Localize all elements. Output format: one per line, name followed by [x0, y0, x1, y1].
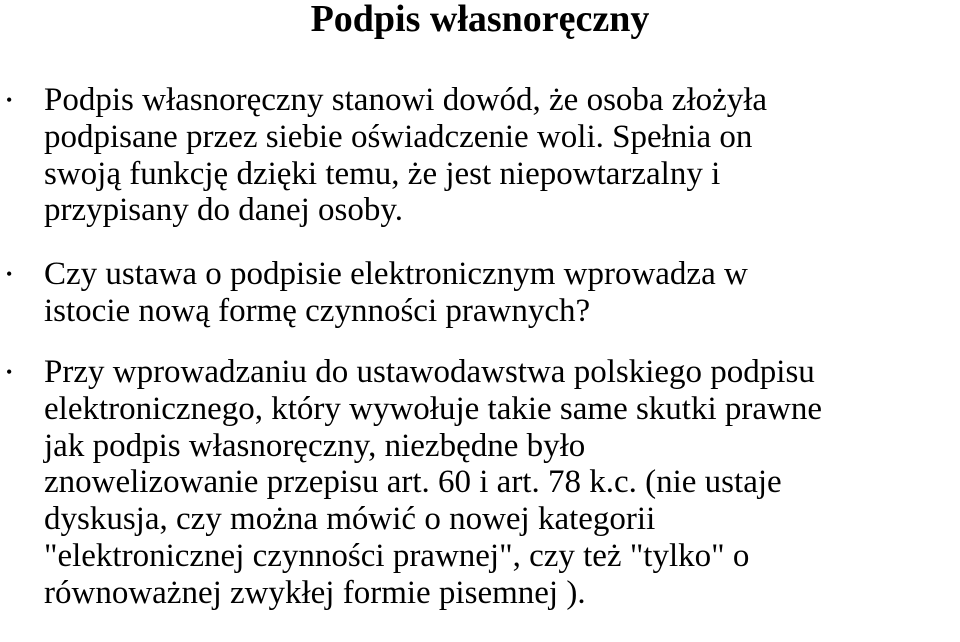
bullet-text: [44, 354, 822, 612]
text-line: swoją funkcję dzięki temu, że jest niepowtarzalny i: [44, 155, 721, 192]
text-line: jak podpis własnoręczny, niezbędne było: [44, 427, 586, 464]
text-line: Czy ustawa o podpisie elektronicznym wprowadza w: [44, 256, 748, 292]
text-line: elektronicznego, który wywołuje takie same skutki prawne: [44, 390, 823, 427]
text-line: podpisane przez siebie oświadczenie woli. Spełnia on: [44, 118, 753, 155]
bullet-marker: •: [6, 362, 13, 382]
bullet-text: [44, 256, 748, 330]
bullet-text: [44, 82, 767, 229]
text-line: istocie nową formę czynności prawnych?: [44, 292, 591, 329]
text-line: równoważnej zwykłej formie pisemnej ).: [44, 574, 586, 611]
text-line: Przy wprowadzaniu do ustawodawstwa polskiego podpisu: [44, 354, 815, 390]
text-line: dyskusja, czy można mówić o nowej kategorii: [44, 501, 656, 538]
slide-title: Podpis własnoręczny: [310, 0, 650, 40]
bullet-marker: •: [6, 90, 13, 110]
text-line: "elektronicznej czynności prawnej", czy też "tylko" o: [44, 537, 750, 574]
bullet-marker: •: [6, 264, 13, 284]
text-line: przypisany do danej osoby.: [44, 192, 403, 229]
text-line: znowelizowanie przepisu art. 60 i art. 78 k.c. (nie ustaje: [44, 464, 782, 501]
text-line: Podpis własnoręczny stanowi dowód, że osoba złożyła: [44, 82, 768, 118]
